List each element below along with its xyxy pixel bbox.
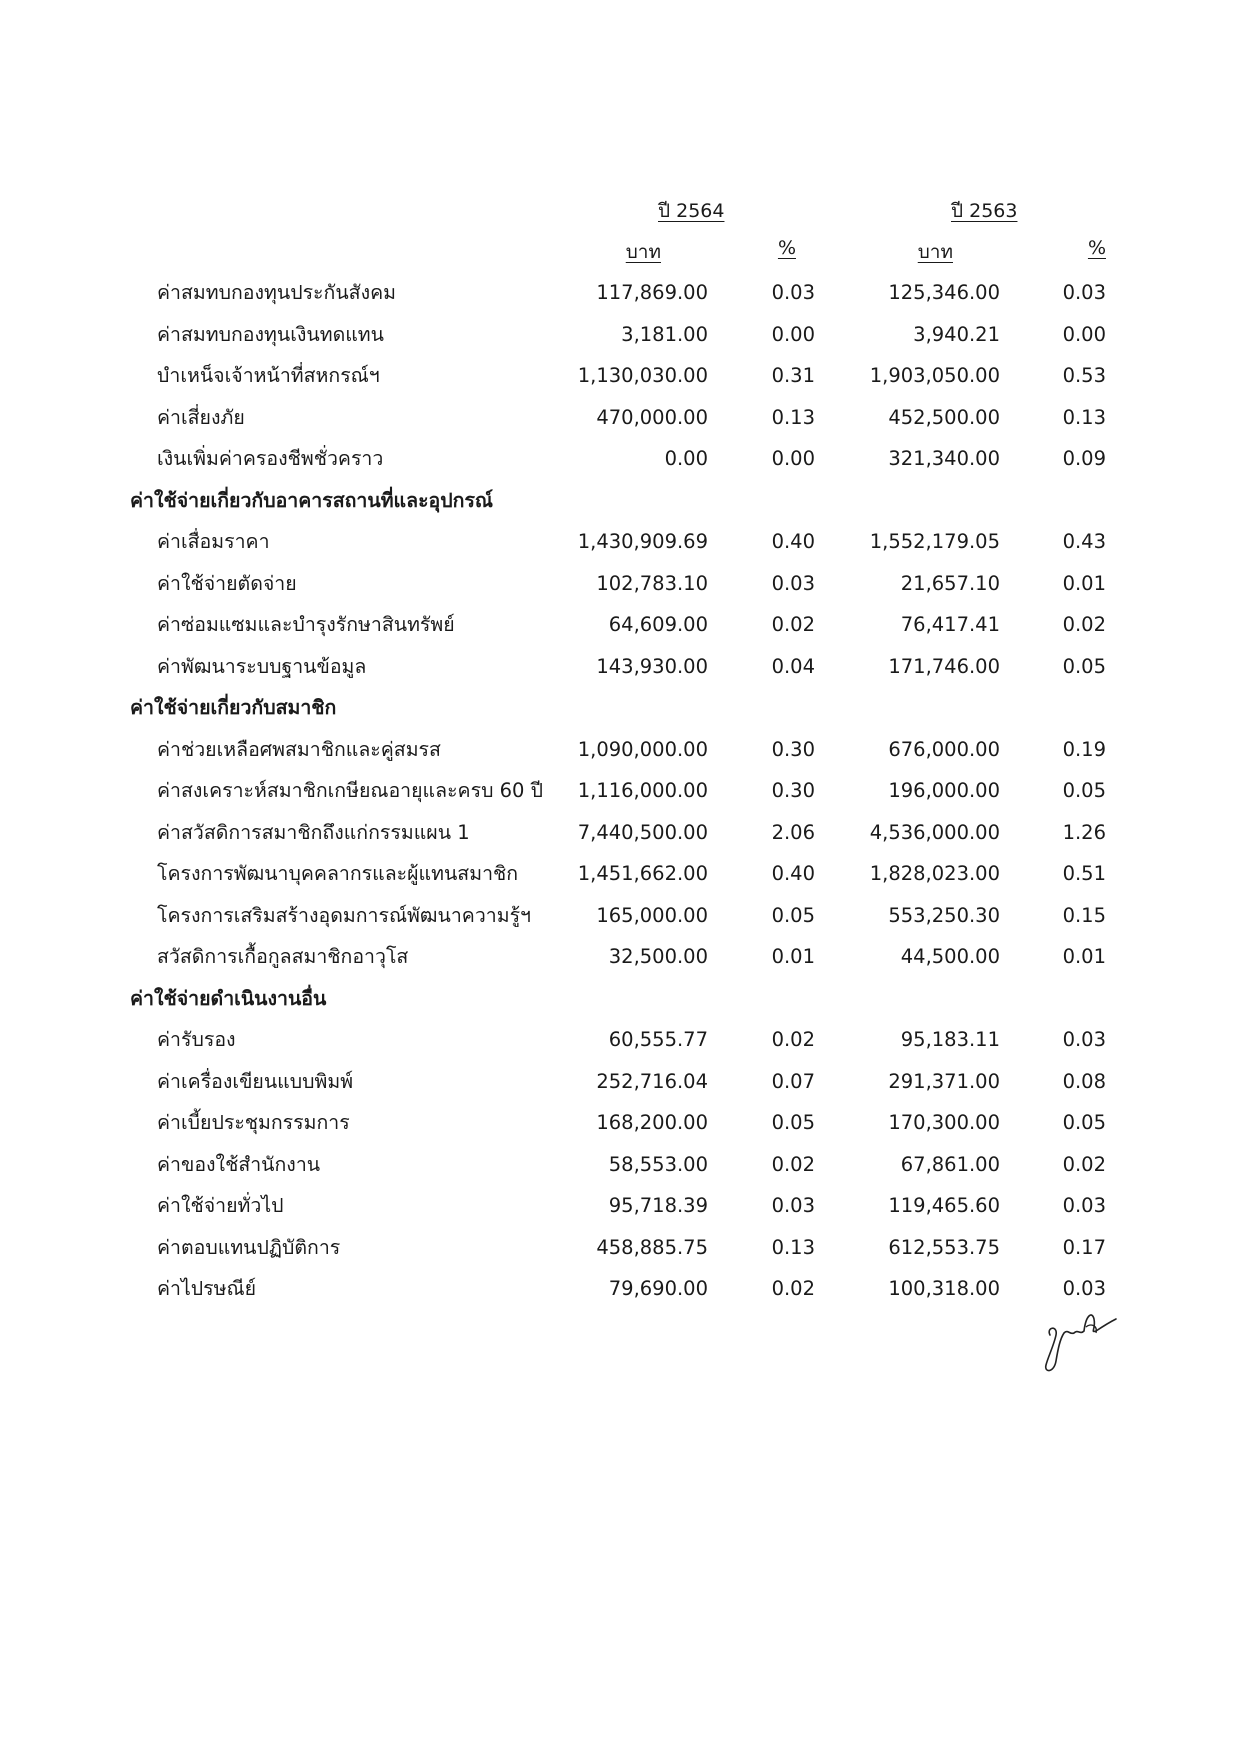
row-label: ค่าสมทบกองทุนเงินทดแทน <box>157 322 384 346</box>
row-label: ค่าสมทบกองทุนประกันสังคม <box>157 281 396 304</box>
year-2563-heading: ปี 2563 <box>951 200 1018 222</box>
row-label: ค่าซ่อมแซมและบำรุงรักษาสินทรัพย์ <box>157 613 455 636</box>
percent-2564: 0.00 <box>771 447 815 470</box>
percent-2563: 0.01 <box>1062 945 1106 968</box>
pct-2564-header: % <box>777 237 796 259</box>
amount-2563: 291,371.00 <box>888 1069 1000 1093</box>
amount-2564: 58,553.00 <box>608 1152 708 1176</box>
expense-table <box>0 272 1241 1310</box>
percent-2564: 0.02 <box>771 613 815 636</box>
section-heading-row <box>0 687 1241 729</box>
pct-2563-header: % <box>1087 237 1106 259</box>
amount-2563: 1,828,023.00 <box>869 862 1000 885</box>
table-row <box>0 729 1241 771</box>
percent-2564: 0.13 <box>771 1235 815 1259</box>
percent-2564: 0.40 <box>771 862 815 885</box>
percent-2564: 0.30 <box>771 779 815 802</box>
percent-2564: 0.31 <box>771 364 815 387</box>
percent-2564: 0.03 <box>771 1194 815 1217</box>
row-label: ค่าใช้จ่ายตัดจ่าย <box>157 571 297 595</box>
percent-2563: 0.05 <box>1062 1111 1106 1134</box>
amount-2564: 1,130,030.00 <box>577 364 708 387</box>
section-heading: ค่าใช้จ่ายดำเนินงานอื่น <box>130 986 327 1010</box>
row-label: ค่าพัฒนาระบบฐานข้อมูล <box>157 654 367 678</box>
amount-2563: 452,500.00 <box>888 405 1000 429</box>
section-heading: ค่าใช้จ่ายเกี่ยวกับสมาชิก <box>130 696 337 719</box>
table-row <box>0 604 1241 646</box>
amount-2563: 612,553.75 <box>888 1235 1000 1259</box>
table-row <box>0 1268 1241 1310</box>
amount-2564: 0.00 <box>664 447 708 470</box>
percent-2564: 0.02 <box>771 1152 815 1176</box>
amount-2563: 196,000.00 <box>888 779 1000 802</box>
row-label: ค่าของใช้สำนักงาน <box>157 1152 321 1176</box>
amount-2563: 119,465.60 <box>888 1194 1000 1217</box>
percent-2563: 0.02 <box>1062 613 1106 636</box>
table-row <box>0 1061 1241 1103</box>
table-row <box>0 438 1241 480</box>
table-row <box>0 853 1241 895</box>
percent-2563: 1.26 <box>1062 820 1106 844</box>
table-row <box>0 770 1241 812</box>
table-row <box>0 1019 1241 1061</box>
table-row <box>0 272 1241 314</box>
percent-2564: 2.06 <box>771 820 815 844</box>
table-row <box>0 646 1241 688</box>
percent-2563: 0.53 <box>1062 364 1106 387</box>
row-label: เงินเพิ่มค่าครองชีพชั่วคราว <box>157 447 384 470</box>
baht-2563-header: บาท <box>917 241 953 263</box>
percent-2563: 0.00 <box>1062 322 1106 346</box>
row-label: ค่าใช้จ่ายทั่วไป <box>157 1194 284 1217</box>
percent-2563: 0.51 <box>1062 862 1106 885</box>
amount-2564: 102,783.10 <box>596 571 708 595</box>
percent-2564: 0.05 <box>771 1111 815 1134</box>
amount-2564: 1,451,662.00 <box>577 862 708 885</box>
table-row <box>0 563 1241 605</box>
amount-2563: 44,500.00 <box>900 945 1000 968</box>
table-row <box>0 895 1241 937</box>
amount-2564: 7,440,500.00 <box>577 820 708 844</box>
section-heading-row <box>0 480 1241 522</box>
amount-2564: 64,609.00 <box>608 613 708 636</box>
row-label: ค่าเสี่ยงภัย <box>157 405 245 429</box>
row-label: ค่าช่วยเหลือศพสมาชิกและคู่สมรส <box>157 737 441 761</box>
table-row <box>0 936 1241 978</box>
percent-2564: 0.03 <box>771 571 815 595</box>
row-label: ค่าเบี้ยประชุมกรรมการ <box>157 1111 350 1134</box>
amount-2563: 1,903,050.00 <box>869 364 1000 387</box>
percent-2563: 0.01 <box>1062 571 1106 595</box>
percent-2564: 0.01 <box>771 945 815 968</box>
percent-2563: 0.15 <box>1062 903 1106 927</box>
percent-2563: 0.19 <box>1062 737 1106 761</box>
percent-2563: 0.03 <box>1062 1194 1106 1217</box>
table-row <box>0 812 1241 854</box>
section-heading: ค่าใช้จ่ายเกี่ยวกับอาคารสถานที่และอุปกรณ์ <box>130 488 494 512</box>
amount-2564: 165,000.00 <box>596 903 708 927</box>
percent-2564: 0.02 <box>771 1277 815 1300</box>
row-label: โครงการเสริมสร้างอุดมการณ์พัฒนาความรู้ฯ <box>157 903 532 927</box>
table-row <box>0 1185 1241 1227</box>
amount-2564: 1,090,000.00 <box>577 737 708 761</box>
amount-2564: 95,718.39 <box>608 1194 708 1217</box>
amount-2563: 21,657.10 <box>900 571 1000 595</box>
table-row <box>0 1227 1241 1269</box>
amount-2564: 60,555.77 <box>608 1028 708 1051</box>
row-label: ค่าสงเคราะห์สมาชิกเกษียณอายุและครบ 60 ปี <box>157 779 544 802</box>
amount-2564: 79,690.00 <box>608 1277 708 1300</box>
row-label: ค่าไปรษณีย์ <box>157 1277 257 1300</box>
percent-2564: 0.02 <box>771 1028 815 1051</box>
percent-2563: 0.08 <box>1062 1069 1106 1093</box>
row-label: ค่าสวัสดิการสมาชิกถึงแก่กรรมแผน 1 <box>157 820 470 844</box>
amount-2563: 676,000.00 <box>888 737 1000 761</box>
amount-2564: 1,116,000.00 <box>577 779 708 802</box>
table-row <box>0 1102 1241 1144</box>
amount-2564: 168,200.00 <box>596 1111 708 1134</box>
percent-2564: 0.13 <box>771 405 815 429</box>
amount-2563: 4,536,000.00 <box>869 820 1000 844</box>
amount-2563: 3,940.21 <box>913 322 1000 346</box>
table-row <box>0 397 1241 439</box>
percent-2563: 0.05 <box>1062 654 1106 678</box>
amount-2564: 1,430,909.69 <box>577 530 708 553</box>
amount-2564: 3,181.00 <box>621 322 708 346</box>
percent-2563: 0.05 <box>1062 779 1106 802</box>
percent-2563: 0.03 <box>1062 1277 1106 1300</box>
percent-2564: 0.30 <box>771 737 815 761</box>
percent-2564: 0.07 <box>771 1069 815 1093</box>
amount-2564: 32,500.00 <box>608 945 708 968</box>
percent-2563: 0.02 <box>1062 1152 1106 1176</box>
percent-2563: 0.03 <box>1062 281 1106 304</box>
percent-2564: 0.05 <box>771 903 815 927</box>
percent-2563: 0.17 <box>1062 1235 1106 1259</box>
year-2564-heading: ปี 2564 <box>658 200 725 222</box>
section-heading-row <box>0 978 1241 1020</box>
amount-2564: 470,000.00 <box>596 405 708 429</box>
row-label: บำเหน็จเจ้าหน้าที่สหกรณ์ฯ <box>157 364 380 387</box>
amount-2563: 67,861.00 <box>900 1152 1000 1176</box>
amount-2564: 458,885.75 <box>596 1235 708 1259</box>
row-label: ค่ารับรอง <box>157 1028 236 1051</box>
percent-2564: 0.03 <box>771 281 815 304</box>
percent-2564: 0.40 <box>771 530 815 553</box>
row-label: ค่าตอบแทนปฏิบัติการ <box>157 1235 341 1259</box>
percent-2564: 0.00 <box>771 322 815 346</box>
table-row <box>0 314 1241 356</box>
amount-2563: 321,340.00 <box>888 447 1000 470</box>
amount-2563: 1,552,179.05 <box>869 530 1000 553</box>
baht-2564-header: บาท <box>625 241 661 263</box>
percent-2563: 0.09 <box>1062 447 1106 470</box>
amount-2563: 125,346.00 <box>888 281 1000 304</box>
percent-2563: 0.43 <box>1062 530 1106 553</box>
percent-2564: 0.04 <box>771 654 815 678</box>
amount-2563: 553,250.30 <box>888 903 1000 927</box>
row-label: โครงการพัฒนาบุคคลากรและผู้แทนสมาชิก <box>157 862 519 885</box>
amount-2563: 95,183.11 <box>900 1028 1000 1051</box>
signature-icon <box>1040 1305 1120 1375</box>
amount-2564: 252,716.04 <box>596 1069 708 1093</box>
table-row <box>0 355 1241 397</box>
amount-2564: 117,869.00 <box>596 281 708 304</box>
table-row <box>0 1144 1241 1186</box>
amount-2563: 100,318.00 <box>888 1277 1000 1300</box>
amount-2563: 171,746.00 <box>888 654 1000 678</box>
row-label: ค่าเครื่องเขียนแบบพิมพ์ <box>157 1069 354 1093</box>
row-label: สวัสดิการเกื้อกูลสมาชิกอาวุโส <box>157 945 409 968</box>
amount-2564: 143,930.00 <box>596 654 708 678</box>
table-row <box>0 521 1241 563</box>
row-label: ค่าเสื่อมราคา <box>157 530 270 553</box>
amount-2563: 76,417.41 <box>900 613 1000 636</box>
percent-2563: 0.13 <box>1062 405 1106 429</box>
percent-2563: 0.03 <box>1062 1028 1106 1051</box>
amount-2563: 170,300.00 <box>888 1111 1000 1134</box>
